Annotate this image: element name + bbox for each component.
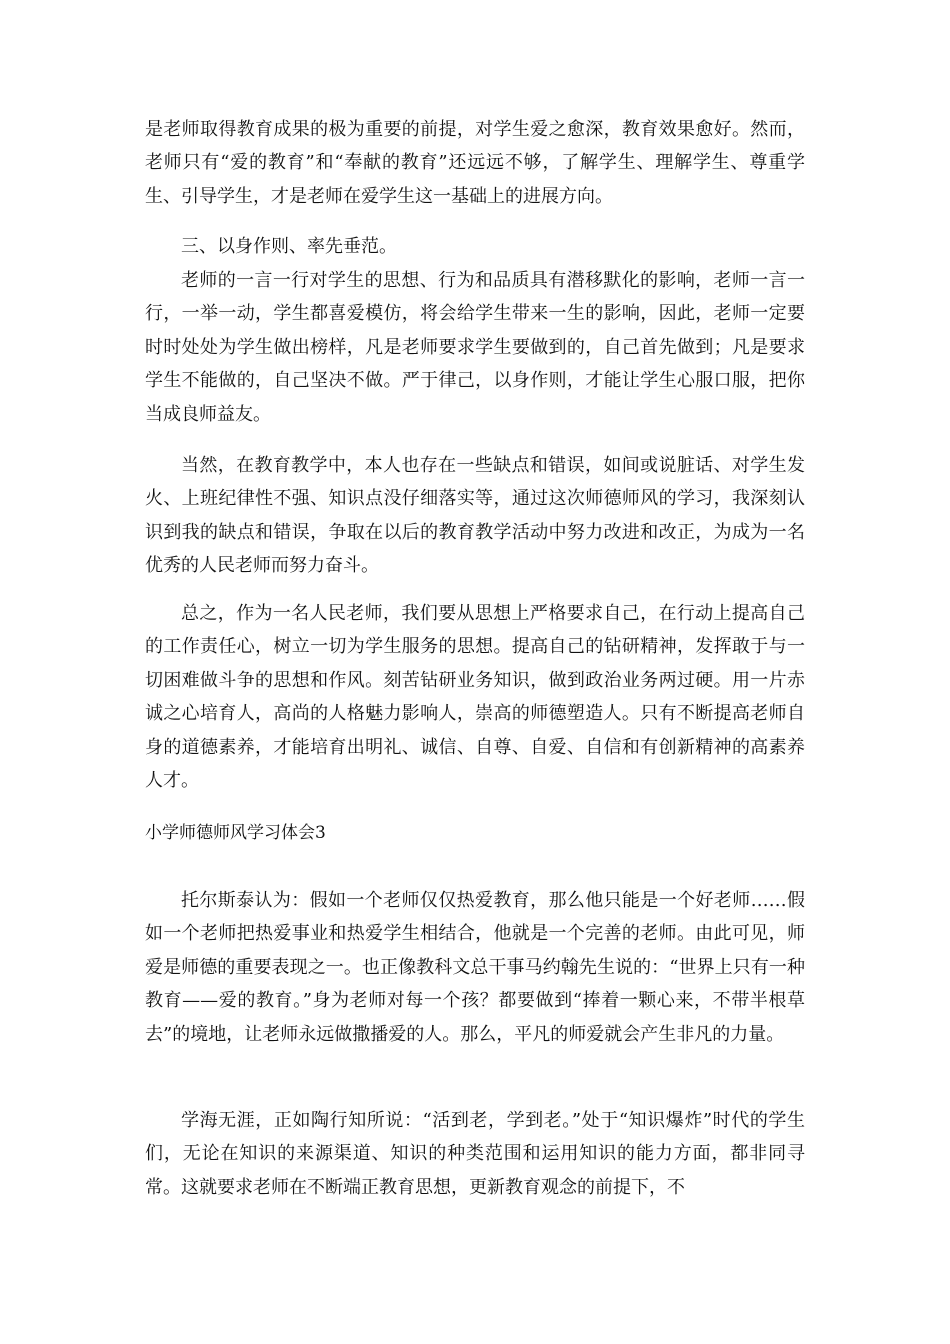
paragraph-tolstoy: 托尔斯泰认为：假如一个老师仅仅热爱教育，那么他只能是一个好老师……假如一个老师把热爱事业和热爱学生相结合，他就是一个完善的老师。由此可见，师爱是师德的重要表现之一。也正像教科文总干事马约翰先生说的：“世界上只有一种教育——爱的教育。”身为老师对每一个孩？都要做到“捧着一颗心来，不带半根草去”的境地，让老师永远做撒播爱的人。那么，平凡的师爱就会产生非凡的力量。 bbox=[145, 890, 805, 1045]
section-title: 小学师德师风学习体会3 bbox=[145, 823, 326, 843]
paragraph-role-model: 老师的一言一行对学生的思想、行为和品质具有潜移默化的影响，老师一言一行，一举一动，学生都喜爱模仿，将会给学生带来一生的影响，因此，老师一定要时时处处为学生做出榜样，凡是老师要求学生要做到的，自己首先做到；凡是要求学生不能做的，自己坚决不做。严于律己，以身作则，才能让学生心服口服，把你当成良师益友。 bbox=[145, 270, 805, 425]
paragraph-lifelong-learning: 学海无涯，正如陶行知所说：“活到老，学到老。”处于“知识爆炸”时代的学生们，无论在知识的来源渠道、知识的种类范围和运用知识的能力方面，都非同寻常。这就要求老师在不断端正教育思想，更新教育观念的前提下，不 bbox=[145, 1110, 805, 1198]
paragraph-continuation: 是老师取得教育成果的极为重要的前提，对学生爱之愈深，教育效果愈好。然而，老师只有“爱的教育”和“奉献的教育”还远远不够，了解学生、理解学生、尊重学生、引导学生，才是老师在爱学生这一基础上的进展方向。 bbox=[145, 119, 805, 207]
paragraph-conclusion: 总之，作为一名人民老师，我们要从思想上严格要求自己，在行动上提高自己的工作责任心，树立一切为学生服务的思想。提高自己的钻研精神，发挥敢于与一切困难做斗争的思想和作风。刻苦钻研业务知识，做到政治业务两过硬。用一片赤诚之心培育人，高尚的人格魅力影响人，崇高的师德塑造人。只有不断提高老师自身的道德素养，才能培育出明礼、诚信、自尊、自爱、自信和有创新精神的高素养人才。 bbox=[145, 603, 805, 792]
paragraph-self-reflection: 当然，在教育教学中，本人也存在一些缺点和错误，如间或说脏话、对学生发火、上班纪律性不强、知识点没仔细落实等，通过这次师德师风的学习，我深刻认识到我的缺点和错误，争取在以后的教育教学活动中努力改进和改正，为成为一名优秀的人民老师而努力奋斗。 bbox=[145, 455, 805, 577]
section-heading: 三、以身作则、率先垂范。 bbox=[181, 236, 397, 257]
